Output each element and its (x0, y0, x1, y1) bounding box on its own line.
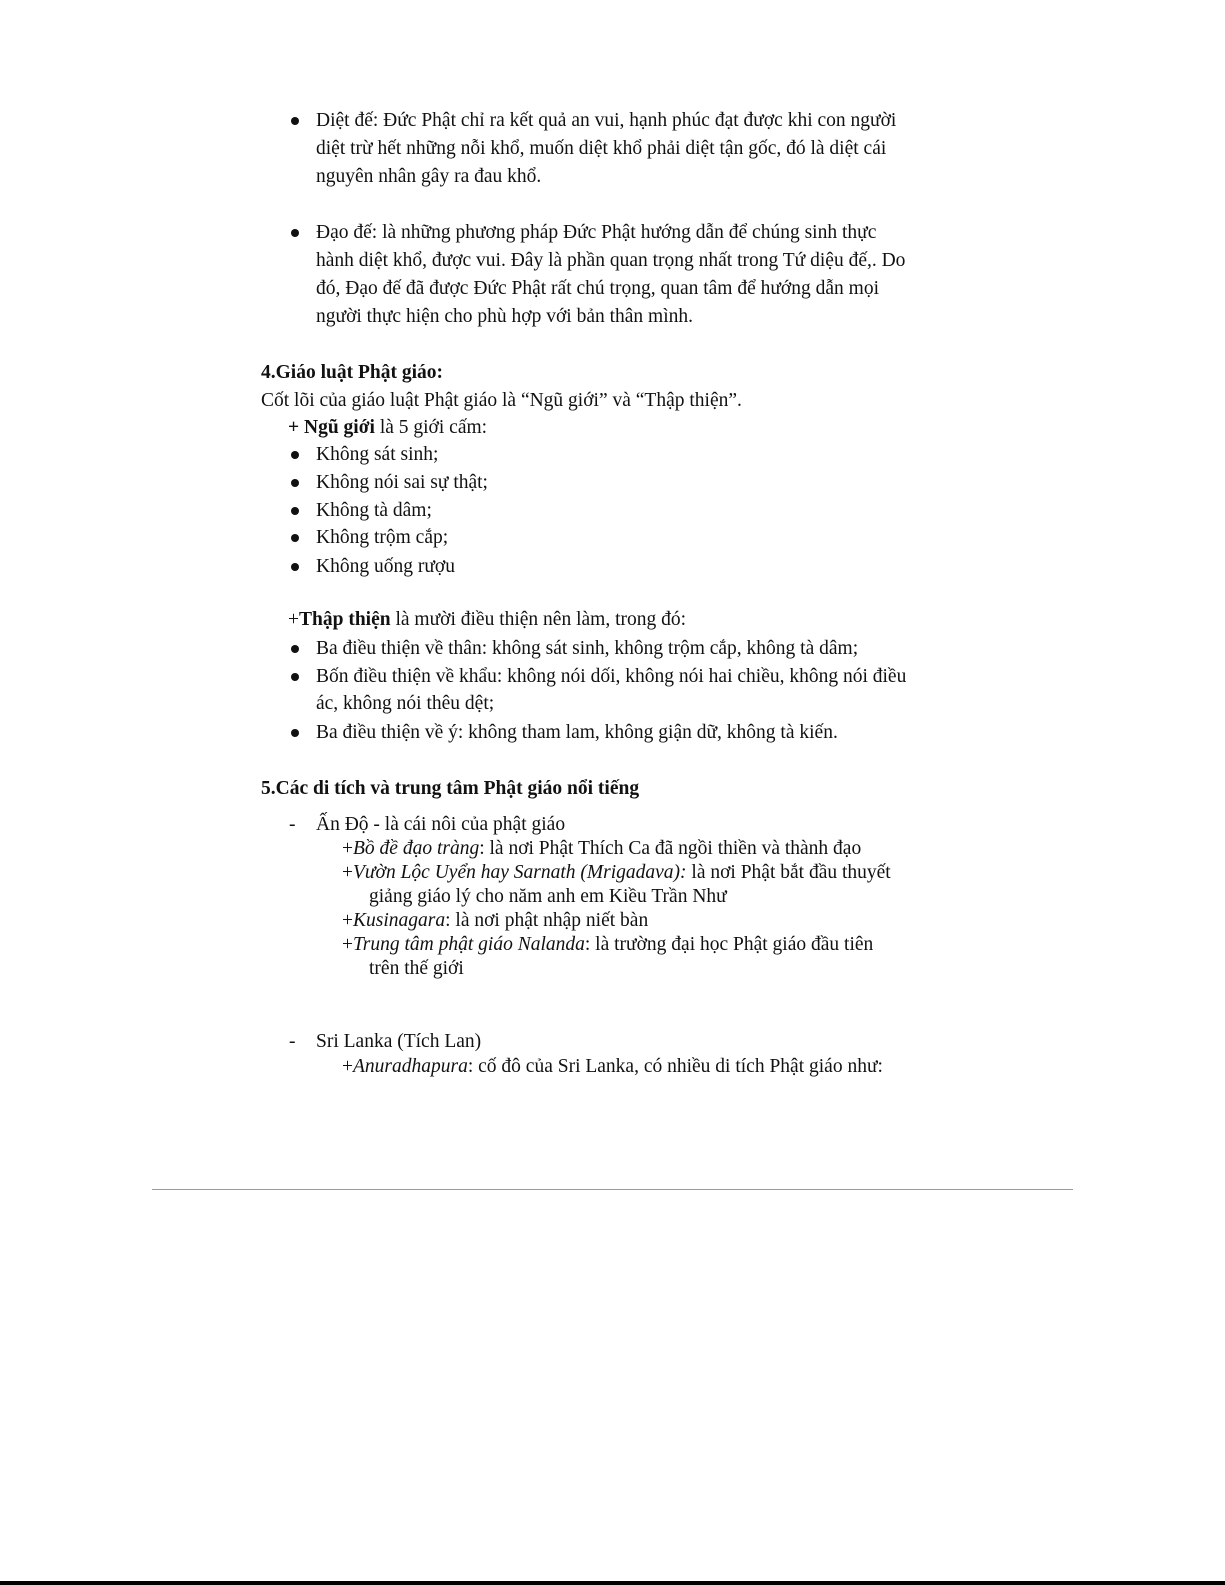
site-bo-de-dao-trang: +Bồ đề đạo tràng: là nơi Phật Thích Ca đã ngồi thiền và thành đạo (342, 838, 862, 859)
diet-de-line-3: nguyên nhân gây ra đau khổ. (316, 166, 542, 187)
thap-thien-item-cont: ác, không nói thêu dệt; (316, 693, 495, 714)
ngu-gioi-item: Không nói sai sự thật; (316, 472, 488, 493)
bullet-icon (291, 534, 299, 542)
thap-thien-term: Thập thiện (299, 609, 391, 630)
bullet-icon (291, 645, 299, 653)
page-divider (152, 1189, 1073, 1190)
section-5-heading: 5.Các di tích và trung tâm Phật giáo nổi tiếng (261, 778, 640, 799)
site-kusinagara: +Kusinagara: là nơi phật nhập niết bàn (342, 910, 649, 931)
bullet-icon (291, 479, 299, 487)
site-vuon-loc-uyen-cont: giảng giáo lý cho năm anh em Kiều Trần Như (369, 886, 727, 907)
ngu-gioi-item: Không trộm cắp; (316, 527, 449, 548)
thap-thien-item: Ba điều thiện về thân: không sát sinh, không trộm cắp, không tà dâm; (316, 638, 859, 659)
dao-de-line-2: hành diệt khổ, được vui. Đây là phần quan trọng nhất trong Tứ diệu đế,. Do (316, 250, 906, 271)
bullet-icon (291, 117, 299, 125)
dash-marker: - (289, 1031, 296, 1052)
bullet-icon (291, 563, 299, 571)
section-4-intro: Cốt lõi của giáo luật Phật giáo là “Ngũ giới” và “Thập thiện”. (261, 390, 742, 411)
thap-thien-item: Ba điều thiện về ý: không tham lam, không giận dữ, không tà kiến. (316, 722, 838, 743)
bullet-icon (291, 507, 299, 515)
ngu-gioi-item: Không sát sinh; (316, 444, 439, 465)
thap-thien-item: Bốn điều thiện về khẩu: không nói dối, không nói hai chiều, không nói điều (316, 666, 907, 687)
bullet-icon (291, 729, 299, 737)
dao-de-label: Đạo đế (316, 222, 372, 243)
site-nalanda: +Trung tâm phật giáo Nalanda: là trường đại học Phật giáo đầu tiên (342, 934, 874, 955)
diet-de-line-1: Diệt đế: Đức Phật chỉ ra kết quả an vui, hạnh phúc đạt được khi con người (316, 110, 897, 131)
thap-thien-intro: +Thập thiện là mười điều thiện nên làm, trong đó: (288, 609, 687, 630)
bullet-icon (291, 673, 299, 681)
site-nalanda-cont: trên thế giới (369, 958, 464, 979)
site-vuon-loc-uyen: +Vườn Lộc Uyển hay Sarnath (Mrigadava): là nơi Phật bắt đầu thuyết (342, 862, 891, 883)
dao-de-line-1: Đạo đế: là những phương pháp Đức Phật hướng dẫn để chúng sinh thực (316, 222, 877, 243)
diet-de-line-2: diệt trừ hết những nỗi khổ, muốn diệt khổ phải diệt tận gốc, đó là diệt cái (316, 138, 887, 159)
bullet-icon (291, 451, 299, 459)
diet-de-label: Diệt đế (316, 110, 373, 131)
ngu-gioi-term: Ngũ giới (304, 417, 375, 438)
bullet-icon (291, 229, 299, 237)
ngu-gioi-item: Không uống rượu (316, 556, 455, 577)
site-anuradhapura: +Anuradhapura: cố đô của Sri Lanka, có nhiều di tích Phật giáo như: (342, 1056, 883, 1077)
country-an-do: Ấn Độ - là cái nôi của phật giáo (316, 814, 566, 835)
dash-marker: - (289, 814, 296, 835)
country-sri-lanka: Sri Lanka (Tích Lan) (316, 1031, 482, 1052)
dao-de-line-3: đó, Đạo đế đã được Đức Phật rất chú trọng, quan tâm để hướng dẫn mọi (316, 278, 879, 299)
ngu-gioi-item: Không tà dâm; (316, 500, 432, 521)
page-bottom-edge (0, 1581, 1225, 1585)
dao-de-line-4: người thực hiện cho phù hợp với bản thân mình. (316, 306, 694, 327)
section-4-heading: 4.Giáo luật Phật giáo: (261, 362, 444, 383)
ngu-gioi-intro: + Ngũ giới là 5 giới cấm: (288, 417, 488, 438)
